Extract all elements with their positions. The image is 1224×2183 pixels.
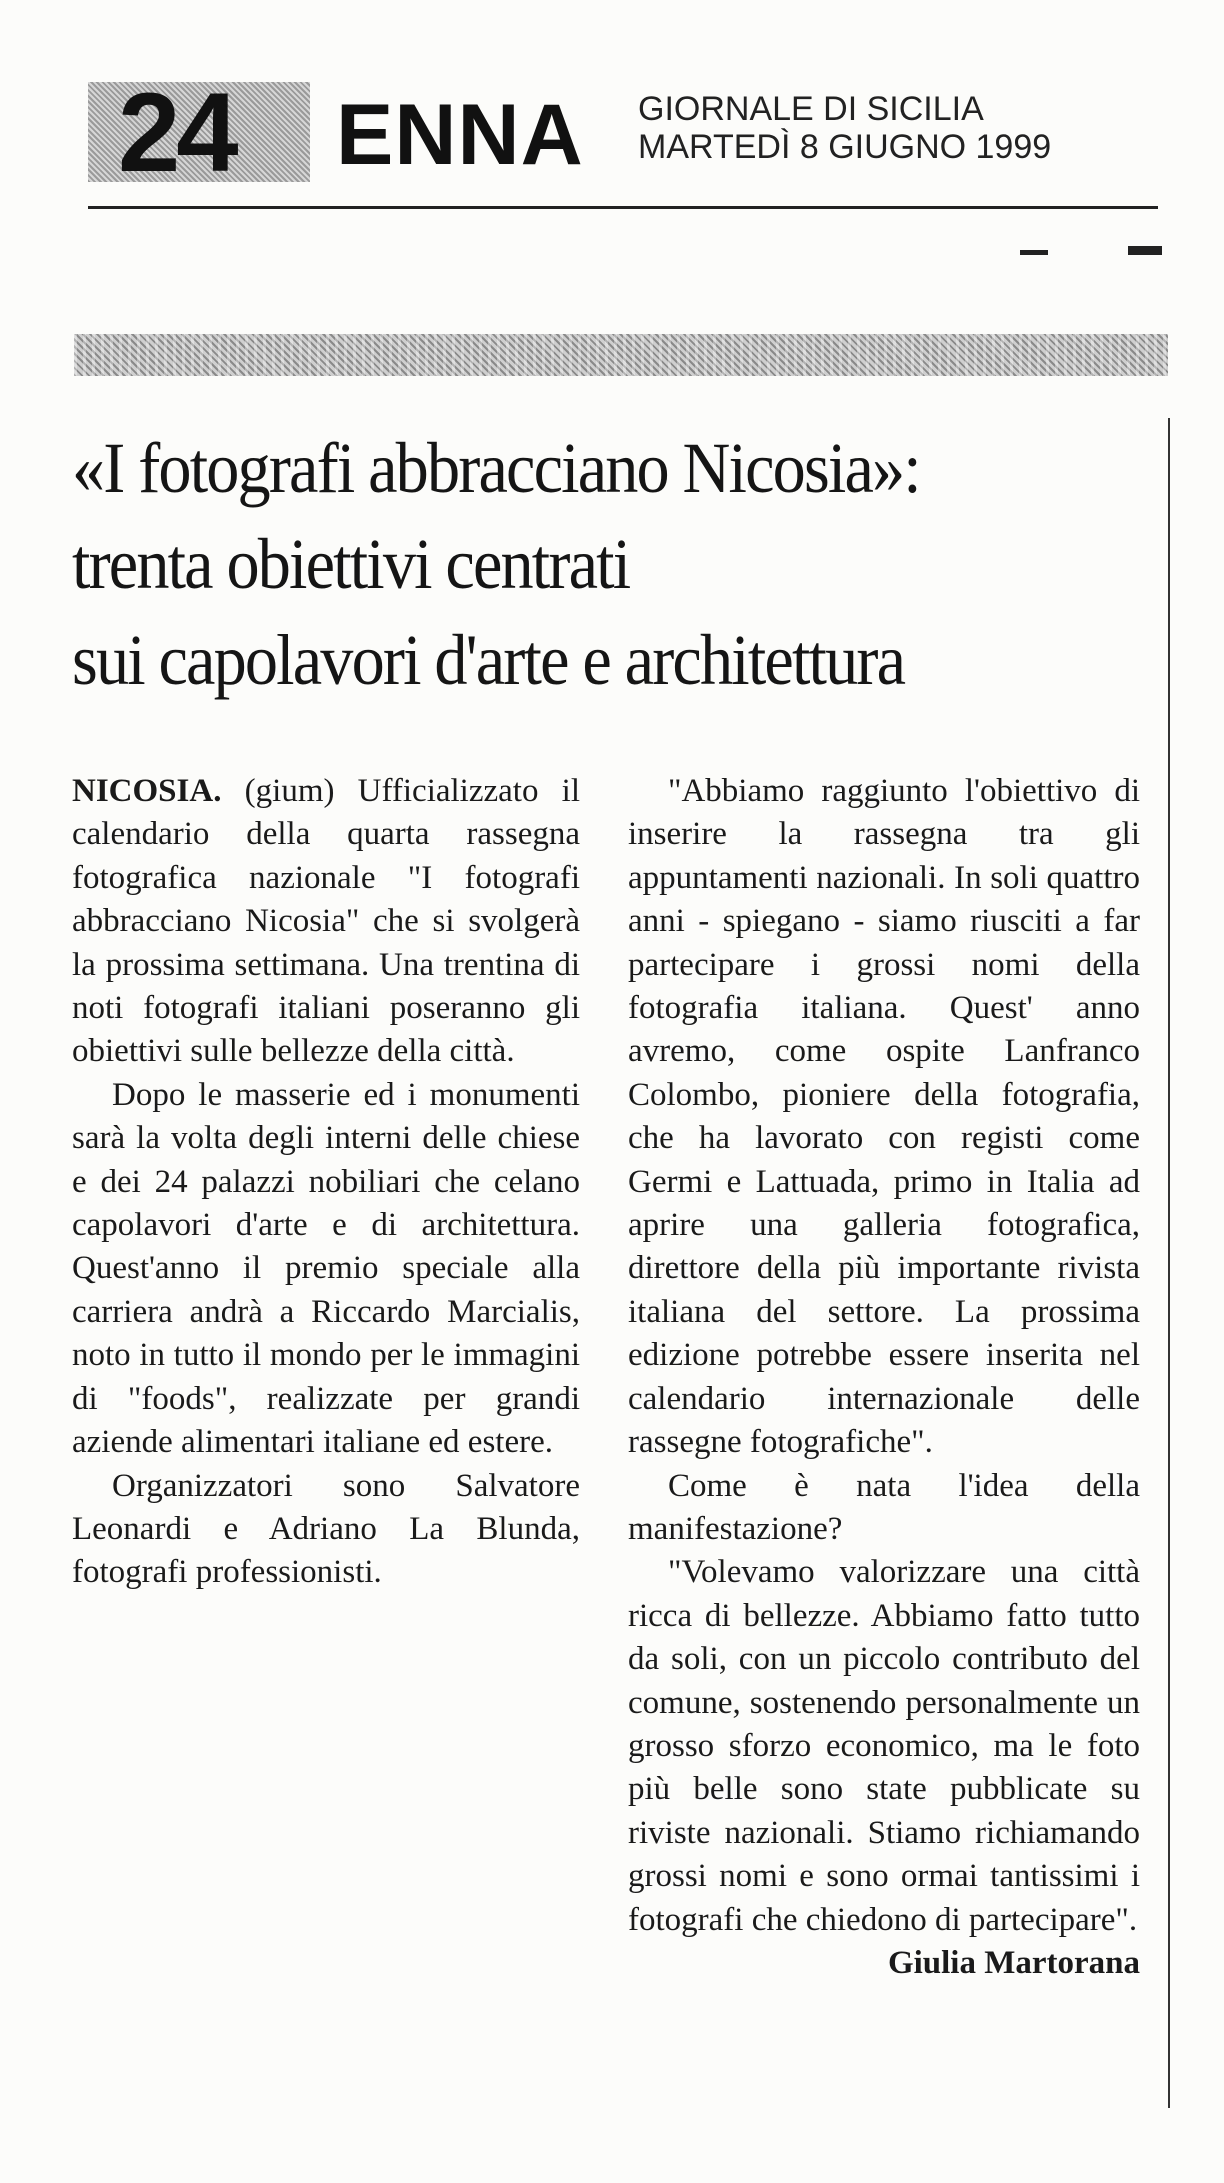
print-mark bbox=[1020, 250, 1048, 255]
page-number-box bbox=[88, 70, 310, 195]
paragraph-text: (gium) Ufficializzato il calendario della quarta rassegna fotografica nazionale "I fotografi abbracciano Nicosia" che si svolgerà la prossima settimana. Una trentina di noti fotografi italiani poseranno gli obiettivi sulle bellezze della città. bbox=[72, 773, 580, 1070]
masthead-rule bbox=[88, 206, 1158, 209]
headline-line: «I fotografi abbracciano Nicosia»: bbox=[72, 428, 920, 508]
article-headline bbox=[72, 420, 1093, 708]
dateline: NICOSIA. bbox=[72, 773, 222, 809]
article-column-right bbox=[628, 770, 1140, 1985]
masthead bbox=[88, 70, 1158, 195]
article-column-left bbox=[72, 770, 580, 1595]
article-paragraph: Dopo le masserie ed i monumenti sarà la volta degli interni delle chiese e dei 24 palazzi nobiliari che celano capolavori d'arte e di architettura. Quest'anno il premio speciale alla carriera andrà a Riccardo Marcialis, noto in tutto il mondo per le immagini di "foods", realizzate per grandi aziende alimentari italiane ed estere. bbox=[72, 1076, 580, 1461]
article-paragraph bbox=[72, 770, 580, 1074]
article-paragraph: Organizzatori sono Salvatore Leonardi e Adriano La Blunda, fotografi professionisti. bbox=[72, 1467, 580, 1591]
headline-line: trenta obiettivi centrati bbox=[72, 524, 630, 604]
column-rule bbox=[1168, 418, 1170, 2108]
newspaper-name: GIORNALE DI SICILIA bbox=[638, 90, 984, 128]
newspaper-info bbox=[638, 90, 1051, 166]
section-band bbox=[74, 334, 1168, 376]
issue-date: MARTEDÌ 8 GIUGNO 1999 bbox=[638, 128, 1052, 166]
print-mark bbox=[1128, 246, 1162, 255]
section-name: ENNA bbox=[336, 87, 584, 183]
byline: Giulia Martorana bbox=[887, 1944, 1140, 1981]
interview-question: Come è nata l'idea della manifestazione? bbox=[628, 1467, 1140, 1547]
headline-line: sui capolavori d'arte e architettura bbox=[72, 620, 905, 700]
page-number: 24 bbox=[118, 70, 235, 195]
article-paragraph: "Abbiamo raggiunto l'obiettivo di inserire la rassegna tra gli appuntamenti nazionali. In soli quattro anni - spiegano - siamo riusciti a far partecipare i grossi nomi della fotografia italiana. Quest' anno avremo, come ospite Lanfranco Colombo, pioniere della fotografia, che ha lavorato con registi come Germi e Lattuada, primo in Italia ad aprire una galleria fotografica, direttore della più importante rivista italiana del settore. La prossima edizione potrebbe essere inserita nel calendario internazionale delle rassegne fotografiche". bbox=[628, 773, 1140, 1461]
article-paragraph: "Volevamo valorizzare una città ricca di bellezze. Abbiamo fatto tutto da soli, con un piccolo contributo del comune, sostenendo personalmente un grosso sforzo economico, ma le foto più belle sono state pubblicate su riviste nazionali. Stiamo richiamando grossi nomi e sono ormai tantissimi i fotografi che chiedono di partecipare". bbox=[628, 1554, 1140, 1938]
